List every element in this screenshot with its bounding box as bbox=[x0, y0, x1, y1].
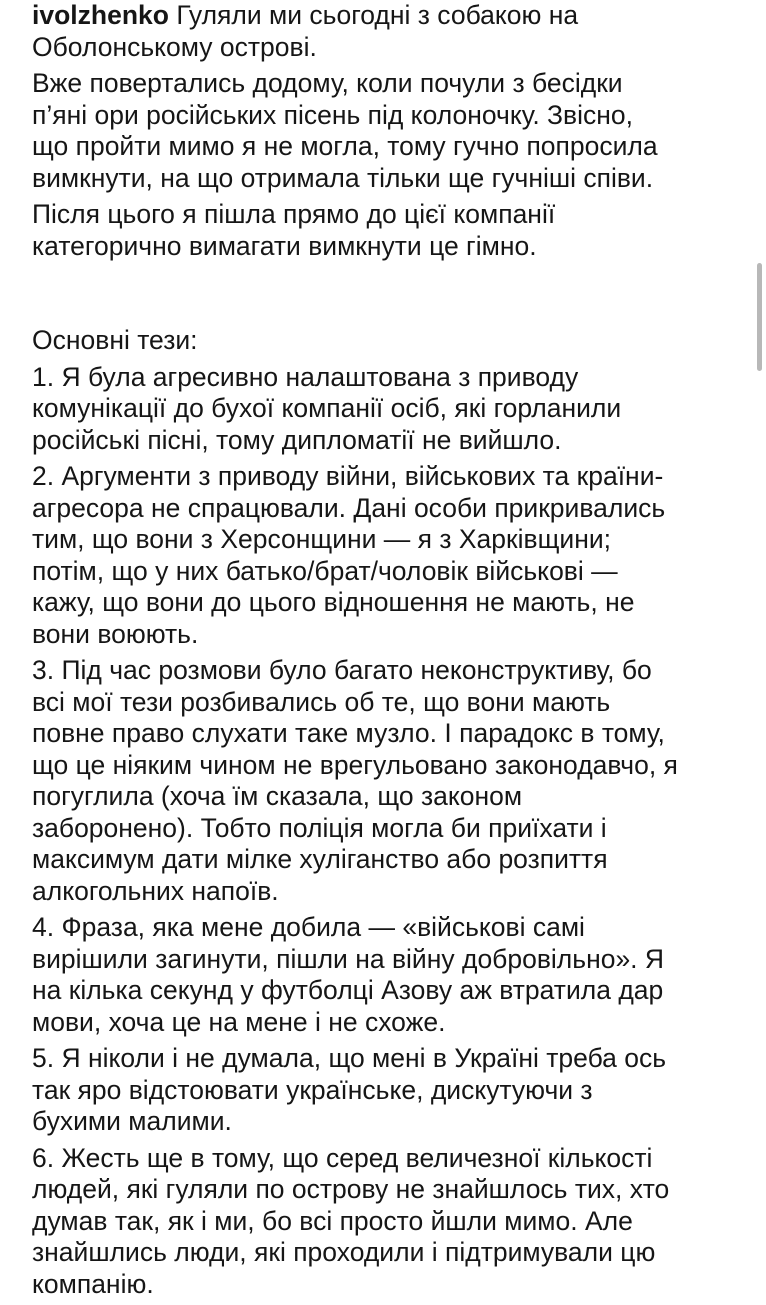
username-link[interactable]: ivolzhenko bbox=[32, 0, 169, 30]
caption-paragraph: Вже повертались додому, коли почули з бесідки п’яні ори російських пісень під колоночку. Звісно, що пройти мимо я не могла, тому гучно попросила вимкнути, на що отримала тільки ще гучніші співи. bbox=[32, 68, 658, 193]
post-caption bbox=[32, 0, 736, 1305]
thesis-item: 2. Аргументи з приводу війни, військових та країни- агресора не спрацювали. Дані особи прикривались тим, що вони з Херсонщини — я з Харківщини; потім, що у них батько/брат/чоловік військові — кажу, що вони до цього відношення не мають, не вони воюють. bbox=[32, 461, 666, 649]
thesis-item: 5. Я ніколи і не думала, що мені в Україні треба ось так яро відстоювати українське, дискутуючи з бухими малими. bbox=[32, 1043, 667, 1136]
thesis-item: 3. Під час розмови було багато неконструктиву, бо всі мої тези розбивались об те, що вони мають повне право слухати таке музло. І парадокс в тому, що це ніяким чином не врегульовано законодавчо, я погуглила (хоча їм сказала, що законом заборонено). Тобто поліція могла би приїхати і максимум дати мілке хуліганство або розпиття алкогольних напоїв. bbox=[32, 655, 678, 906]
caption-intro bbox=[32, 0, 736, 63]
paragraph-spacer bbox=[32, 267, 736, 325]
thesis-item: 4. Фраза, яка мене добила — «військові самі вирішили загинути, пішли на війну добровільно». Я на кілька секунд у футболці Азову аж втратила дар мови, хоча це на мене і не схоже. bbox=[32, 912, 665, 1037]
scrollbar-thumb[interactable] bbox=[757, 263, 762, 371]
thesis-item: 6. Жесть ще в тому, що серед величезної кількості людей, які гуляли по острову не знайшлось тих, хто думав так, як і ми, бо всі просто йшли мимо. Але знайшлись люди, які проходили і підтримували цю компанію. bbox=[32, 1142, 670, 1299]
theses-heading: Основні тези: bbox=[32, 325, 198, 355]
caption-paragraph: Після цього я пішла прямо до цієї компанії категорично вимагати вимкнути це гімно. bbox=[32, 199, 556, 261]
caption-first-text: Гуляли ми сьогодні з собакою на Оболонському острові. bbox=[32, 0, 579, 62]
thesis-item: 1. Я була агресивно налаштована з приводу комунікації до бухої компанії осіб, які горланили російські пісні, тому дипломатії не вийшло. bbox=[32, 361, 622, 455]
